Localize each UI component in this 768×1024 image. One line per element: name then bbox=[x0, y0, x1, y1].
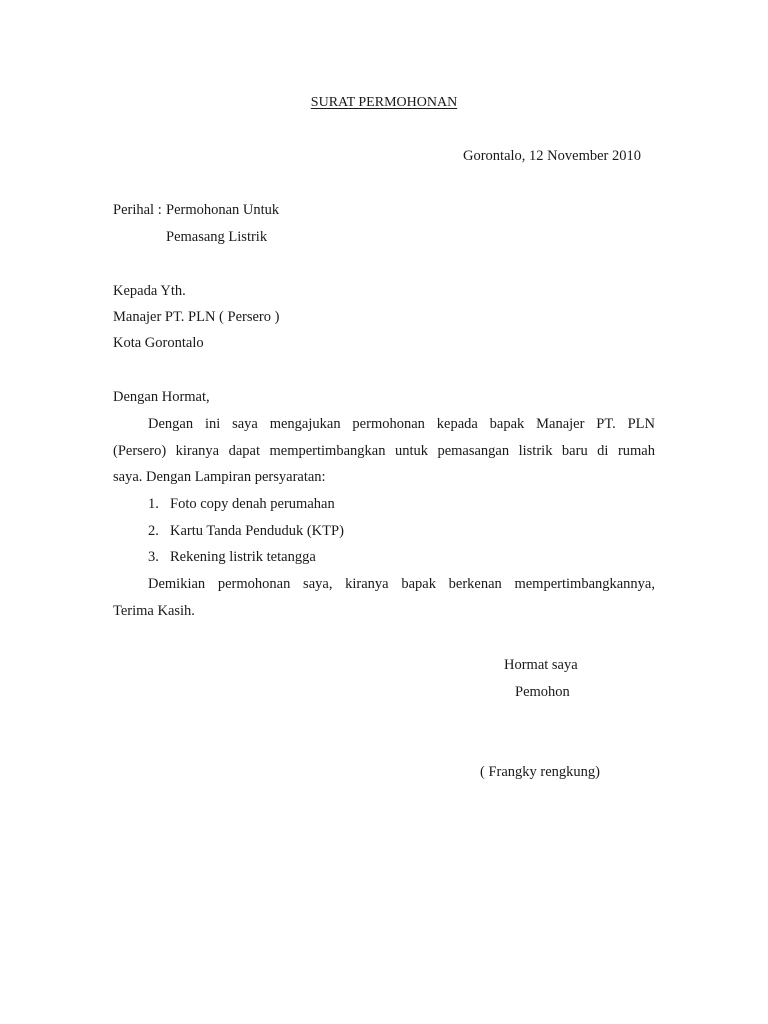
signature-regards: Hormat saya bbox=[504, 657, 578, 673]
perihal-line-2: Pemasang Listrik bbox=[166, 229, 268, 245]
list-item-text: Foto copy denah perumahan bbox=[170, 496, 335, 512]
list-item bbox=[148, 521, 344, 541]
paragraph-line-1: Dengan ini saya mengajukan permohonan kepada bapak Manajer PT. PLN bbox=[148, 416, 655, 432]
list-item-number: 3. bbox=[148, 549, 159, 565]
salutation: Dengan Hormat, bbox=[113, 389, 210, 405]
signature-role: Pemohon bbox=[515, 684, 570, 700]
list-item bbox=[148, 494, 335, 514]
list-item bbox=[148, 547, 316, 567]
recipient-name: Manajer PT. PLN ( Persero ) bbox=[113, 309, 280, 325]
list-item-number: 2. bbox=[148, 523, 159, 539]
letter-title: SURAT PERMOHONAN bbox=[310, 95, 458, 110]
place-date: Gorontalo, 12 November 2010 bbox=[463, 148, 641, 164]
list-item-text: Kartu Tanda Penduduk (KTP) bbox=[170, 523, 344, 539]
list-item-number: 1. bbox=[148, 496, 159, 512]
list-item-text: Rekening listrik tetangga bbox=[170, 549, 316, 565]
paragraph-line-2: (Persero) kiranya dapat mempertimbangkan untuk pemasangan listrik baru di rumah bbox=[113, 443, 655, 459]
recipient-city: Kota Gorontalo bbox=[113, 335, 204, 351]
perihal-label: Perihal : bbox=[113, 202, 162, 218]
closing-line-2: Terima Kasih. bbox=[113, 603, 195, 619]
recipient-greeting: Kepada Yth. bbox=[113, 283, 186, 299]
paragraph-line-3: saya. Dengan Lampiran persyaratan: bbox=[113, 469, 326, 485]
perihal-line-1: Permohonan Untuk bbox=[166, 202, 280, 218]
signature-name: ( Frangky rengkung) bbox=[480, 764, 601, 780]
closing-line-1: Demikian permohonan saya, kiranya bapak berkenan mempertimbangkannya, bbox=[148, 576, 655, 592]
